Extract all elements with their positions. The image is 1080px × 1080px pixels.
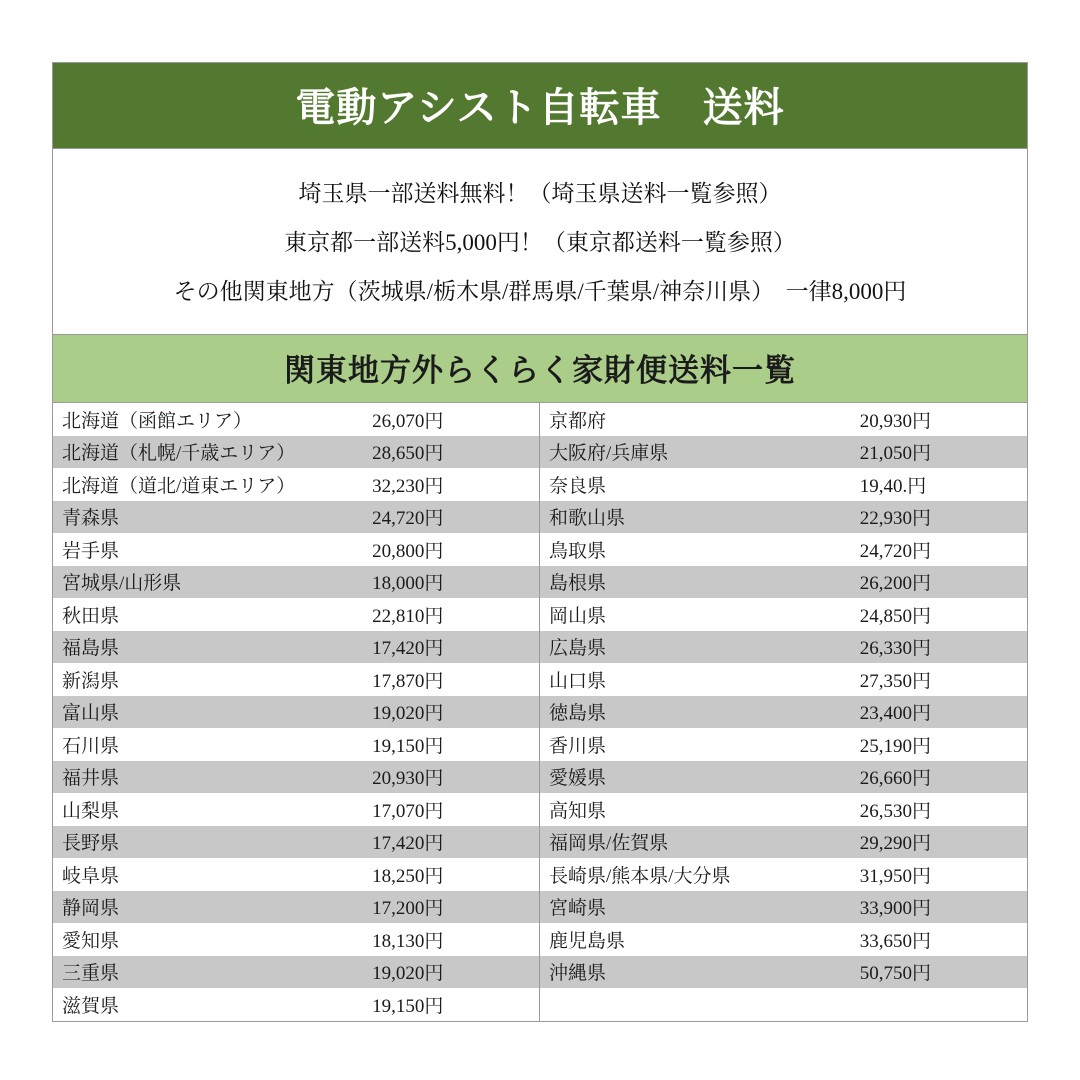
- area-name: 静岡県: [62, 898, 120, 920]
- area-name: 山口県: [549, 670, 607, 692]
- area-name: 奈良県: [549, 475, 607, 497]
- area-name: 福岡県/佐賀県: [549, 833, 669, 855]
- fee-value: 26,330円: [859, 638, 932, 660]
- fee-value: 19,150円: [372, 995, 444, 1017]
- area-name: 沖縄県: [549, 963, 607, 985]
- fee-value: 25,190円: [859, 735, 932, 757]
- area-name: 長野県: [62, 833, 120, 855]
- fee-value: 50,750円: [859, 963, 932, 985]
- area-name: 三重県: [62, 963, 120, 985]
- area-name: 石川県: [62, 735, 120, 757]
- fee-value: 31,950円: [859, 865, 932, 887]
- fee-value: 18,000円: [372, 573, 444, 595]
- area-name: 大阪府/兵庫県: [549, 443, 669, 465]
- fee-value: 17,420円: [372, 638, 444, 660]
- table-row: [53, 826, 539, 859]
- area-name: 岡山県: [549, 605, 607, 627]
- fee-value: 19,020円: [372, 963, 444, 985]
- area-name: 愛媛県: [549, 768, 607, 790]
- area-name: 愛知県: [62, 930, 120, 952]
- fee-value: 19,150円: [372, 735, 444, 757]
- area-name: 高知県: [549, 800, 607, 822]
- area-name: 富山県: [62, 703, 120, 725]
- area-name: 広島県: [549, 638, 607, 660]
- fee-value: 23,400円: [859, 703, 932, 725]
- table-row: [540, 533, 1027, 566]
- fee-value: 33,900円: [859, 898, 932, 920]
- table-row: [53, 501, 539, 534]
- area-name: 徳島県: [549, 703, 607, 725]
- table-row: [53, 761, 539, 794]
- area-name: 新潟県: [62, 670, 120, 692]
- fee-value: 32,230円: [372, 475, 444, 497]
- fee-value: 24,720円: [859, 540, 932, 562]
- table-row: [540, 501, 1027, 534]
- table-row: [53, 468, 539, 501]
- table-row: [540, 858, 1027, 891]
- fee-value: 18,250円: [372, 865, 444, 887]
- fee-value: 20,930円: [859, 410, 932, 432]
- fee-value: 26,530円: [859, 800, 932, 822]
- table-row: [540, 696, 1027, 729]
- table-row: [540, 956, 1027, 989]
- area-name: 秋田県: [62, 605, 120, 627]
- fee-value: 20,800円: [372, 540, 444, 562]
- fee-value: 19,020円: [372, 703, 444, 725]
- table-row: [540, 891, 1027, 924]
- table-row: [53, 956, 539, 989]
- table-row: [540, 566, 1027, 599]
- fee-value: 28,650円: [372, 443, 444, 465]
- area-name: 長崎県/熊本県/大分県: [549, 865, 731, 887]
- table-row: [53, 923, 539, 956]
- area-name: 福島県: [62, 638, 120, 660]
- table-row: [540, 436, 1027, 469]
- fee-value: 22,930円: [859, 508, 932, 530]
- area-name: 北海道（道北/道東エリア）: [62, 475, 296, 497]
- area-name: 京都府: [549, 410, 607, 432]
- table-row: [53, 533, 539, 566]
- table-row: [53, 891, 539, 924]
- table-row: [540, 728, 1027, 761]
- page-title: 電動アシスト自転車 送料: [53, 63, 1027, 149]
- fee-value: 33,650円: [859, 930, 932, 952]
- fee-value: 26,200円: [859, 573, 932, 595]
- fee-value: 27,350円: [859, 670, 932, 692]
- area-name: 青森県: [62, 508, 120, 530]
- area-name: 北海道（札幌/千歳エリア）: [62, 443, 296, 465]
- area-name: 和歌山県: [549, 508, 626, 530]
- table-row: [540, 663, 1027, 696]
- area-name: 岐阜県: [62, 865, 120, 887]
- fee-table-left-column: [53, 403, 540, 1021]
- area-name: 香川県: [549, 735, 607, 757]
- table-row: [53, 598, 539, 631]
- notes-section: [53, 149, 1027, 335]
- note-line: 埼玉県一部送料無料！（埼玉県送料一覧参照）: [298, 181, 782, 206]
- table-row: [53, 988, 539, 1021]
- table-row: [53, 728, 539, 761]
- fee-value: 26,660円: [859, 768, 932, 790]
- area-name: 島根県: [549, 573, 607, 595]
- area-name: 北海道（函館エリア）: [62, 410, 253, 432]
- fee-value: 17,420円: [372, 833, 444, 855]
- fee-value: 18,130円: [372, 930, 444, 952]
- table-row: [540, 826, 1027, 859]
- table-row: [540, 761, 1027, 794]
- fee-value: 24,720円: [372, 508, 444, 530]
- fee-value: 29,290円: [859, 833, 932, 855]
- table-row: [53, 403, 539, 436]
- table-row: [540, 598, 1027, 631]
- shipping-fee-sheet: [52, 62, 1028, 1022]
- table-row: [53, 793, 539, 826]
- table-row: [53, 696, 539, 729]
- fee-value: 26,070円: [372, 410, 444, 432]
- fee-value: 21,050円: [859, 443, 932, 465]
- fee-value: 24,850円: [859, 605, 932, 627]
- table-row: [53, 663, 539, 696]
- fee-value: 22,810円: [372, 605, 444, 627]
- area-name: 滋賀県: [62, 995, 120, 1017]
- table-row: [540, 403, 1027, 436]
- table-row: [540, 988, 1027, 1021]
- area-name: 鹿児島県: [549, 930, 626, 952]
- table-row: [53, 858, 539, 891]
- table-row: [540, 631, 1027, 664]
- fee-value: 17,070円: [372, 800, 444, 822]
- area-name: 岩手県: [62, 540, 120, 562]
- fee-table: [53, 403, 1027, 1021]
- fee-value: 19,40.円: [859, 475, 927, 497]
- table-row: [540, 468, 1027, 501]
- table-row: [540, 923, 1027, 956]
- fee-value: 17,870円: [372, 670, 444, 692]
- table-subtitle: 関東地方外らくらく家財便送料一覧: [53, 335, 1027, 403]
- fee-value: 17,200円: [372, 898, 444, 920]
- area-name: 宮崎県: [549, 898, 607, 920]
- note-line: 東京都一部送料5,000円！（東京都送料一覧参照）: [284, 230, 796, 256]
- table-row: [53, 566, 539, 599]
- table-row: [540, 793, 1027, 826]
- fee-table-right-column: [540, 403, 1027, 1021]
- table-row: [53, 436, 539, 469]
- area-name: 鳥取県: [549, 540, 607, 562]
- area-name: 山梨県: [62, 800, 120, 822]
- area-name: 宮城県/山形県: [62, 573, 182, 595]
- table-row: [53, 631, 539, 664]
- fee-value: 20,930円: [372, 768, 444, 790]
- note-line: その他関東地方（茨城県/栃木県/群馬県/千葉県/神奈川県） 一律8,000円: [173, 279, 907, 305]
- area-name: 福井県: [62, 768, 120, 790]
